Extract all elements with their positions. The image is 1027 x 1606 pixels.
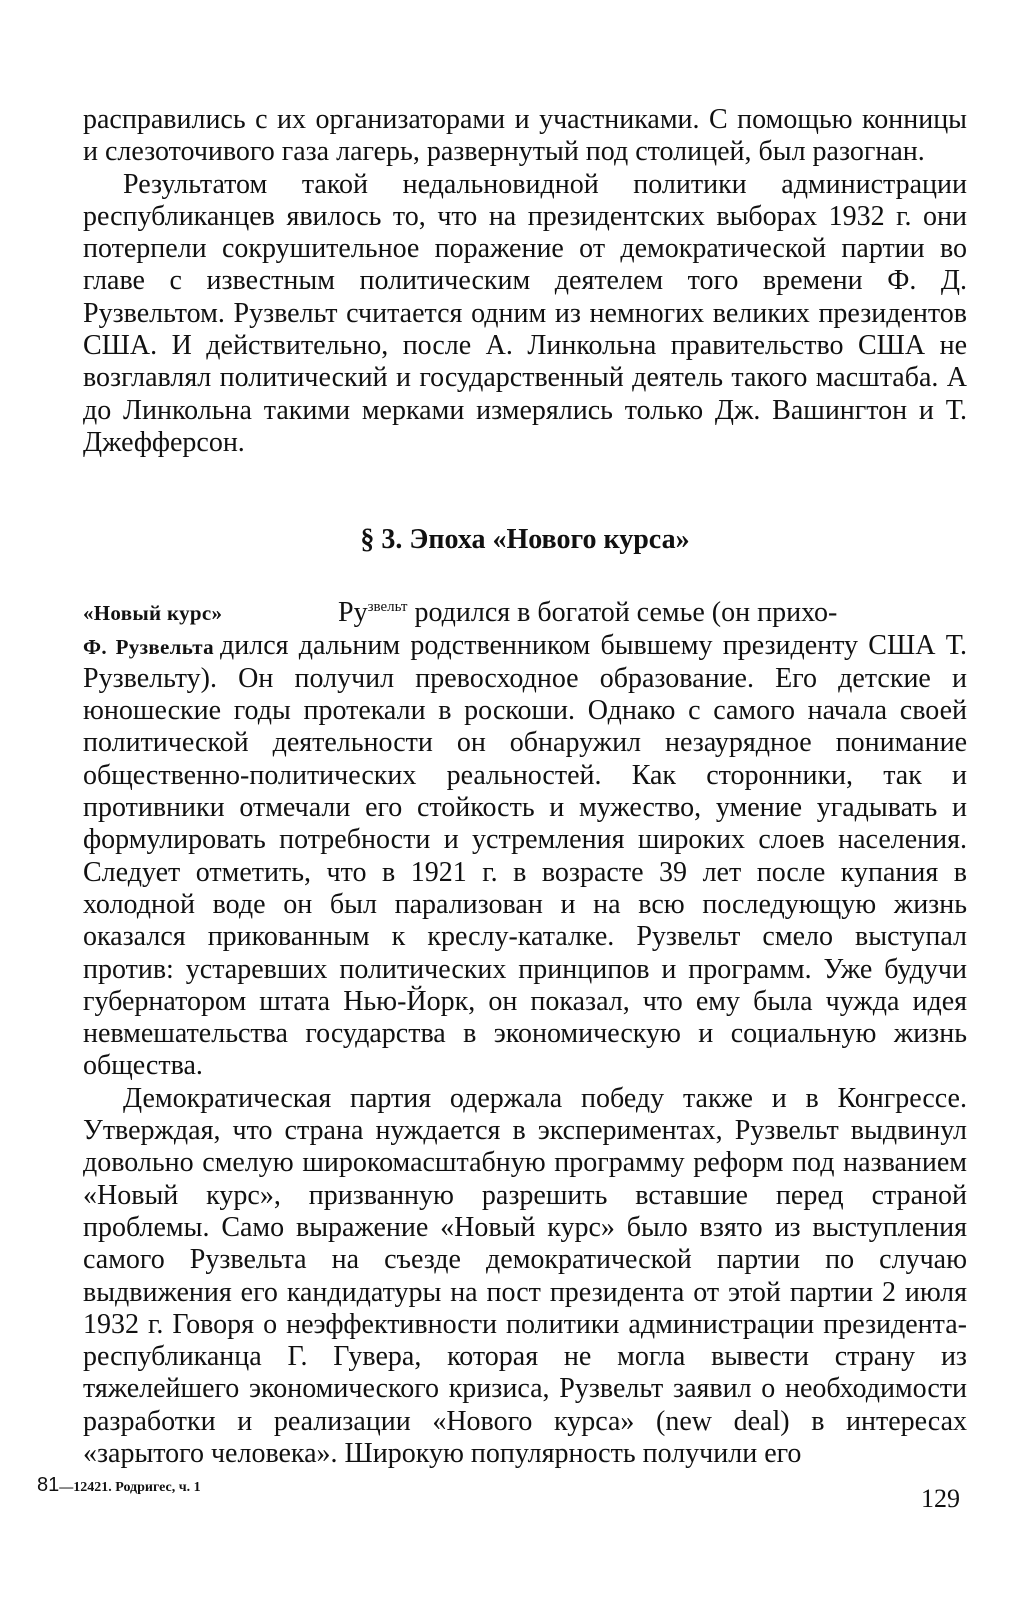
first-line-superscript: звельт bbox=[367, 599, 408, 616]
roosevelt-paragraph bbox=[83, 630, 967, 1083]
roosevelt-paragraph-text: дился дальним родственником бывшему президенту США Т. Рузвельту). Он получил превосходное образование. Его детские и юношеские годы протекали в роскоши. Однако с самого начала своей политической деятельности он обнаружил незаурядное понимание общественно-политических реальностей. Как сторонники, так и противники отмечали его стойкость и мужество, умение угадывать и формулировать потребности и устремления широких слоев населения. Следует отметить, что в 1921 г. в возрасте 39 лет после купания в холодной воде он был парализован и на всю последующую жизнь оказался прикованным к креслу-каталке. Рузвельт смело выступал против: устаревших политических принципов и программ. Уже будучи губернатором штата Нью-Йорк, он показал, что ему была чужда идея невмешательства государства в экономическую и социальную жизнь общества. bbox=[83, 629, 967, 1082]
signature-number: 81 bbox=[37, 1474, 60, 1496]
first-line-prefix: Ру bbox=[338, 597, 368, 629]
side-label-roosevelt: Ф. Рузвельта bbox=[83, 634, 214, 659]
page-number: 129 bbox=[921, 1484, 960, 1513]
roosevelt-first-line bbox=[83, 597, 967, 629]
text-column bbox=[83, 104, 967, 1470]
first-line-rest: родился в богатой семье (он прихо- bbox=[407, 597, 838, 629]
side-label-new-deal: «Новый курс» bbox=[83, 601, 223, 626]
intro-paragraph: расправились с их организаторами и участниками. С помощью конницы и слезоточивого газа лагерь, развернутый под столицей, был разогнан. bbox=[83, 104, 967, 168]
congress-paragraph: Демократическая партия одержала победу также и в Конгрессе. Утверждая, что страна нуждается в экспериментах, Рузвельт выдвинул довольно смелую широкомасштабную программу реформ под названием «Новый курс», призванную разрешить вставшие перед страной проблемы. Само выражение «Новый курс» было взято из выступления самого Рузвельта на съезде демократической партии по случаю выдвижения его кандидатуры на пост президента от этой партии 2 июля 1932 г. Говоря о неэффективности политики администрации президента-республиканца Г. Гувера, которая не могла вывести страну из тяжелейшего экономического кризиса, Рузвельт заявил о необходимости разработки и реализации «Нового курса» (new deal) в интересах «зарытого человека». Широкую популярность получили его bbox=[83, 1082, 967, 1469]
section-heading: § 3. Эпоха «Нового курса» bbox=[360, 524, 690, 556]
printer-signature bbox=[37, 1474, 201, 1497]
result-paragraph: Результатом такой недальновидной политики администрации республиканцев явилось то, что на президентских выборах 1932 г. они потерпели сокрушительное поражение от демократической партии во главе с известным политическим деятелем того времени Ф. Д. Рузвельтом. Рузвельт считается одним из немногих великих президентов США. И действительно, после А. Линкольна правительство США не возглавлял политический и государственный деятель такого масштаба. А до Линкольна такими мерками измерялись только Дж. Вашингтон и Т. Джефферсон. bbox=[83, 168, 967, 458]
first-line-text bbox=[338, 597, 837, 629]
signature-text: —12421. Родригес, ч. 1 bbox=[59, 1480, 201, 1495]
